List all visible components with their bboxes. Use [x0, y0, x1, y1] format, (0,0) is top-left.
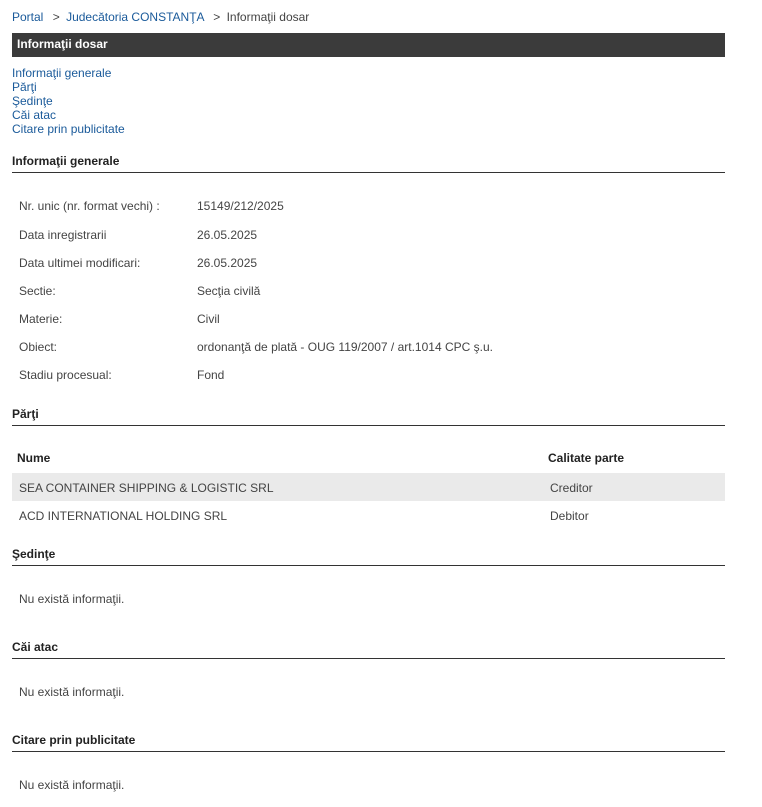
info-value: Civil [197, 312, 220, 326]
section-heading-general: Informaţii generale [12, 154, 725, 173]
info-label: Data ultimei modificari: [19, 256, 141, 270]
party-name: ACD INTERNATIONAL HOLDING SRL [19, 509, 228, 523]
info-label: Nr. unic (nr. format vechi) : [19, 199, 160, 213]
breadcrumb-link-portal[interactable]: Portal [12, 10, 44, 24]
party-name: SEA CONTAINER SHIPPING & LOGISTIC SRL [19, 481, 274, 495]
section-heading-sedinte: Şedinţe [12, 547, 725, 566]
breadcrumb-current: Informaţii dosar [226, 10, 310, 24]
table-row [12, 501, 725, 529]
page-title: Informaţii dosar [12, 33, 725, 57]
party-role: Creditor [550, 481, 593, 495]
nav-link-citare[interactable]: Citare prin publicitate [12, 122, 125, 136]
nav-link-cai-atac[interactable]: Căi atac [12, 108, 57, 122]
info-value: Fond [197, 368, 225, 382]
column-header-nume: Nume [17, 451, 51, 465]
breadcrumb [12, 10, 309, 24]
info-label: Obiect: [19, 340, 58, 354]
info-label: Stadiu procesual: [19, 368, 112, 382]
info-label: Sectie: [19, 284, 56, 298]
section-nav [12, 66, 125, 136]
nav-link-parti[interactable]: Părţi [12, 80, 37, 94]
section-heading-cai-atac: Căi atac [12, 640, 725, 659]
empty-message-citare: Nu există informaţii. [19, 778, 125, 792]
section-heading-citare: Citare prin publicitate [12, 733, 725, 752]
section-heading-parti: Părţi [12, 407, 725, 426]
info-value: 26.05.2025 [197, 256, 258, 270]
nav-link-general[interactable]: Informaţii generale [12, 66, 112, 80]
info-value: 15149/212/2025 [197, 199, 284, 213]
info-label: Data inregistrarii [19, 228, 107, 242]
info-value: ordonanţă de plată - OUG 119/2007 / art.1014 CPC ş.u. [197, 340, 493, 354]
info-value: 26.05.2025 [197, 228, 258, 242]
nav-link-sedinte[interactable]: Şedinţe [12, 94, 53, 108]
breadcrumb-separator: > [213, 10, 221, 24]
info-label: Materie: [19, 312, 63, 326]
party-role: Debitor [550, 509, 589, 523]
empty-message-cai-atac: Nu există informaţii. [19, 685, 125, 699]
column-header-calitate: Calitate parte [548, 451, 625, 465]
breadcrumb-separator: > [52, 10, 60, 24]
empty-message-sedinte: Nu există informaţii. [19, 592, 125, 606]
info-value: Secţia civilă [197, 284, 261, 298]
breadcrumb-link-court[interactable]: Judecătoria CONSTANŢA [66, 10, 204, 24]
table-row [12, 473, 725, 501]
